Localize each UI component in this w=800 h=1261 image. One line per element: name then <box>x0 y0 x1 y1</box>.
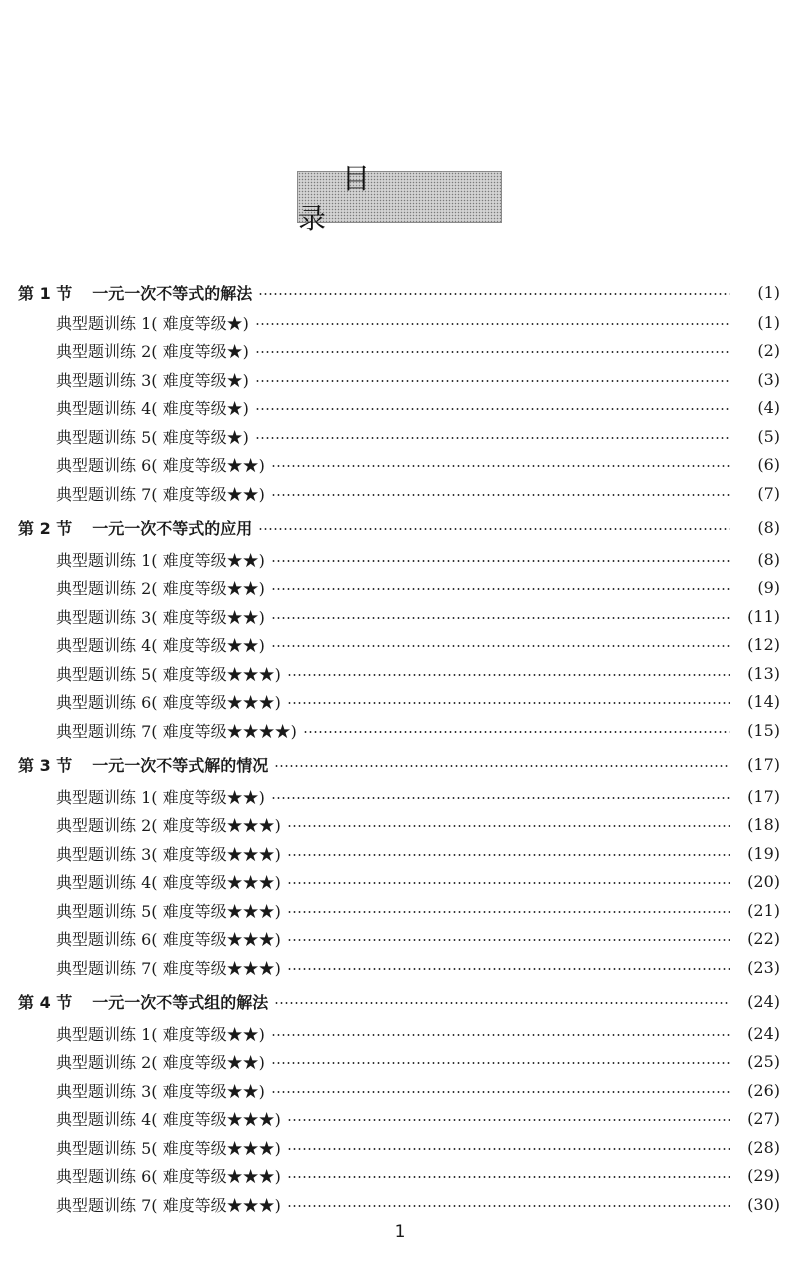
leader-dots <box>287 674 730 676</box>
leader-dots <box>271 617 730 619</box>
leader-dots <box>271 1034 730 1036</box>
entry-label: 典型题训练 6( 难度等级★★) <box>56 455 265 475</box>
toc-entry[interactable] <box>0 394 800 420</box>
page-ref: (8) <box>757 549 780 569</box>
entry-label: 典型题训练 7( 难度等级★★) <box>56 484 265 504</box>
toc-entry[interactable] <box>0 868 800 894</box>
entry-label: 典型题训练 3( 难度等级★★) <box>56 1081 265 1101</box>
section-label: 第 3 节 <box>18 755 73 775</box>
page-ref: (13) <box>747 663 780 683</box>
page-ref: (11) <box>747 606 780 626</box>
leader-dots <box>258 528 730 530</box>
leader-dots <box>255 380 730 382</box>
page-ref: (4) <box>757 397 780 417</box>
entry-label: 典型题训练 1( 难度等级★★) <box>56 1024 265 1044</box>
page-ref: (15) <box>747 720 780 740</box>
toc-entry[interactable] <box>0 897 800 923</box>
page-ref: (24) <box>747 1023 780 1043</box>
entry-label: 典型题训练 6( 难度等级★★★) <box>56 929 281 949</box>
entry-label: 典型题训练 5( 难度等级★★★) <box>56 901 281 921</box>
toc-entry[interactable] <box>0 337 800 363</box>
leader-dots <box>255 323 730 325</box>
page-ref: (22) <box>747 928 780 948</box>
toc-entry[interactable] <box>0 660 800 686</box>
entry-label: 典型题训练 2( 难度等级★★) <box>56 578 265 598</box>
page-ref: (3) <box>757 369 780 389</box>
toc-section-2[interactable] <box>0 514 800 540</box>
section-label: 第 1 节 <box>18 283 73 303</box>
toc-entry[interactable] <box>0 423 800 449</box>
leader-dots <box>271 494 730 496</box>
leader-dots <box>287 1205 730 1207</box>
page-ref: (7) <box>757 483 780 503</box>
toc-entry[interactable] <box>0 925 800 951</box>
leader-dots <box>255 408 730 410</box>
entry-label: 典型题训练 2( 难度等级★) <box>56 341 249 361</box>
leader-dots <box>287 968 730 970</box>
page-ref: (5) <box>757 426 780 446</box>
page-ref: (14) <box>747 691 780 711</box>
toc-section-1[interactable] <box>0 279 800 305</box>
leader-dots <box>255 437 730 439</box>
toc-entry[interactable] <box>0 546 800 572</box>
section-title: 一元一次不等式解的情况 <box>92 755 269 775</box>
leader-dots <box>271 465 730 467</box>
page-ref: (29) <box>747 1165 780 1185</box>
entry-label: 典型题训练 1( 难度等级★) <box>56 313 249 333</box>
toc-entry[interactable] <box>0 574 800 600</box>
toc-entry[interactable] <box>0 1134 800 1160</box>
toc-title: 目 录 <box>297 171 502 223</box>
leader-dots <box>255 351 730 353</box>
entry-label: 典型题训练 1( 难度等级★★) <box>56 787 265 807</box>
page-ref: (18) <box>747 814 780 834</box>
toc-entry[interactable] <box>0 309 800 335</box>
toc-entry[interactable] <box>0 840 800 866</box>
entry-label: 典型题训练 3( 难度等级★) <box>56 370 249 390</box>
toc-entry[interactable] <box>0 603 800 629</box>
leader-dots <box>271 588 730 590</box>
toc-entry[interactable] <box>0 1048 800 1074</box>
page-ref: (30) <box>747 1194 780 1214</box>
leader-dots <box>287 1119 730 1121</box>
page-ref: (17) <box>747 786 780 806</box>
page-ref: (12) <box>747 634 780 654</box>
leader-dots <box>274 1002 730 1004</box>
page-ref: (27) <box>747 1108 780 1128</box>
entry-label: 典型题训练 2( 难度等级★★) <box>56 1052 265 1072</box>
entry-label: 典型题训练 7( 难度等级★★★) <box>56 1195 281 1215</box>
entry-label: 典型题训练 7( 难度等级★★★) <box>56 958 281 978</box>
entry-label: 典型题训练 5( 难度等级★★★) <box>56 664 281 684</box>
toc-entry[interactable] <box>0 451 800 477</box>
section-title: 一元一次不等式的解法 <box>92 283 253 303</box>
entry-label: 典型题训练 4( 难度等级★) <box>56 398 249 418</box>
page-ref: (6) <box>757 454 780 474</box>
page-ref: (19) <box>747 843 780 863</box>
toc-entry[interactable] <box>0 783 800 809</box>
leader-dots <box>287 939 730 941</box>
entry-label: 典型题训练 4( 难度等级★★★) <box>56 872 281 892</box>
page-ref: (21) <box>747 900 780 920</box>
toc-entry[interactable] <box>0 717 800 743</box>
section-title: 一元一次不等式的应用 <box>92 518 253 538</box>
page-ref: (25) <box>747 1051 780 1071</box>
section-label: 第 2 节 <box>18 518 73 538</box>
leader-dots <box>258 293 730 295</box>
page-ref: (24) <box>747 991 780 1011</box>
leader-dots <box>271 1091 730 1093</box>
toc-entry[interactable] <box>0 1020 800 1046</box>
leader-dots <box>287 854 730 856</box>
leader-dots <box>287 1148 730 1150</box>
entry-label: 典型题训练 2( 难度等级★★★) <box>56 815 281 835</box>
entry-label: 典型题训练 3( 难度等级★★) <box>56 607 265 627</box>
toc-section-4[interactable] <box>0 988 800 1014</box>
toc-section-3[interactable] <box>0 751 800 777</box>
page-ref: (9) <box>757 577 780 597</box>
leader-dots <box>271 1062 730 1064</box>
leader-dots <box>303 731 730 733</box>
leader-dots <box>271 645 730 647</box>
leader-dots <box>271 560 730 562</box>
toc-entry[interactable] <box>0 631 800 657</box>
page-ref: (1) <box>757 312 780 332</box>
entry-label: 典型题训练 3( 难度等级★★★) <box>56 844 281 864</box>
toc-entry[interactable] <box>0 1105 800 1131</box>
toc-entry[interactable] <box>0 688 800 714</box>
leader-dots <box>274 765 730 767</box>
toc-entry[interactable] <box>0 480 800 506</box>
leader-dots <box>287 702 730 704</box>
leader-dots <box>287 882 730 884</box>
entry-label: 典型题训练 4( 难度等级★★) <box>56 635 265 655</box>
toc-entry[interactable] <box>0 1077 800 1103</box>
toc-entry[interactable] <box>0 954 800 980</box>
toc-entry[interactable] <box>0 366 800 392</box>
entry-label: 典型题训练 7( 难度等级★★★★) <box>56 721 297 741</box>
section-title: 一元一次不等式组的解法 <box>92 992 269 1012</box>
entry-label: 典型题训练 6( 难度等级★★★) <box>56 692 281 712</box>
page-ref: (28) <box>747 1137 780 1157</box>
page-ref: (20) <box>747 871 780 891</box>
entry-label: 典型题训练 4( 难度等级★★★) <box>56 1109 281 1129</box>
entry-label: 典型题训练 5( 难度等级★) <box>56 427 249 447</box>
page-ref: (2) <box>757 340 780 360</box>
leader-dots <box>287 911 730 913</box>
page-ref: (8) <box>757 517 780 537</box>
page-ref: (17) <box>747 754 780 774</box>
page-ref: (23) <box>747 957 780 977</box>
page-ref: (26) <box>747 1080 780 1100</box>
entry-label: 典型题训练 5( 难度等级★★★) <box>56 1138 281 1158</box>
toc-entry[interactable] <box>0 1191 800 1217</box>
leader-dots <box>287 1176 730 1178</box>
leader-dots <box>271 797 730 799</box>
section-label: 第 4 节 <box>18 992 73 1012</box>
entry-label: 典型题训练 1( 难度等级★★) <box>56 550 265 570</box>
entry-label: 典型题训练 6( 难度等级★★★) <box>56 1166 281 1186</box>
toc-entry[interactable] <box>0 811 800 837</box>
toc-entry[interactable] <box>0 1162 800 1188</box>
page-ref: (1) <box>757 282 780 302</box>
leader-dots <box>287 825 730 827</box>
page-number: 1 <box>394 1222 406 1242</box>
